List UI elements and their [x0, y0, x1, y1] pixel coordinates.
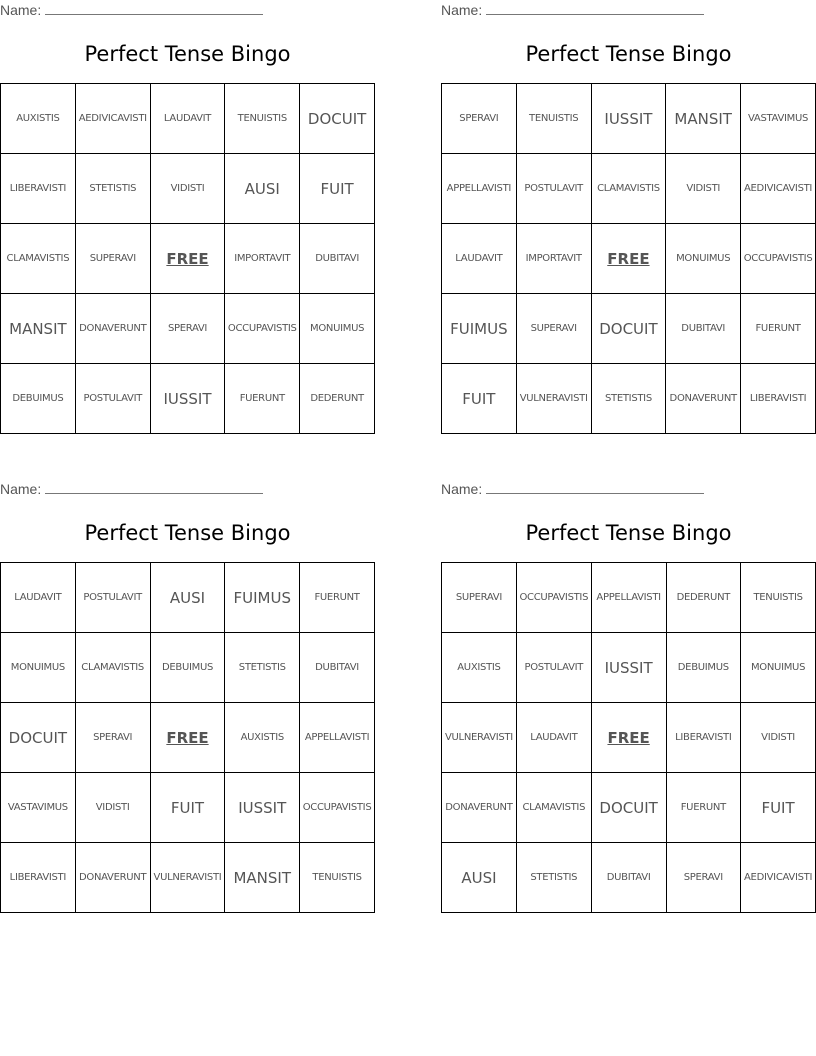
bingo-cell: FUERUNT	[300, 563, 375, 633]
bingo-cell: CLAMAVISTIS	[75, 633, 150, 703]
bingo-cell: MANSIT	[1, 294, 76, 364]
bingo-cell: VASTAVIMUS	[741, 84, 816, 154]
bingo-cell: DONAVERUNT	[75, 294, 150, 364]
bingo-row	[1, 84, 375, 154]
name-field	[441, 2, 704, 18]
name-field	[0, 2, 263, 18]
bingo-cell: STETISTIS	[75, 154, 150, 224]
bingo-cell: FUERUNT	[225, 364, 300, 434]
bingo-cell: OCCUPAVISTIS	[516, 563, 591, 633]
free-space: FREE	[591, 224, 666, 294]
bingo-cell: SUPERAVI	[516, 294, 591, 364]
bingo-cell: DEBUIMUS	[666, 633, 741, 703]
bingo-row	[1, 563, 375, 633]
bingo-cell: CLAMAVISTIS	[516, 773, 591, 843]
name-field	[441, 481, 704, 497]
bingo-cell: DEDERUNT	[300, 364, 375, 434]
bingo-cell: DEDERUNT	[666, 563, 741, 633]
bingo-cell: AEDIVICAVISTI	[741, 843, 816, 913]
bingo-cell: VULNERAVISTI	[442, 703, 517, 773]
bingo-cell: IUSSIT	[591, 84, 666, 154]
bingo-cell: DUBITAVI	[300, 224, 375, 294]
bingo-cell: MONUIMUS	[741, 633, 816, 703]
bingo-cell: TENUISTIS	[516, 84, 591, 154]
bingo-cell: TENUISTIS	[741, 563, 816, 633]
bingo-row	[1, 843, 375, 913]
bingo-cell: DOCUIT	[1, 703, 76, 773]
bingo-cell: LAUDAVIT	[150, 84, 225, 154]
bingo-cell: VIDISTI	[150, 154, 225, 224]
bingo-grid	[441, 562, 816, 913]
bingo-cell: FUIMUS	[442, 294, 517, 364]
bingo-cell: IUSSIT	[150, 364, 225, 434]
bingo-row	[442, 703, 816, 773]
bingo-cell: MANSIT	[666, 84, 741, 154]
bingo-cell: IUSSIT	[591, 633, 666, 703]
card-title: Perfect Tense Bingo	[84, 42, 291, 66]
bingo-cell: DONAVERUNT	[666, 364, 741, 434]
bingo-row	[1, 294, 375, 364]
bingo-grid	[441, 83, 816, 434]
bingo-cell: AEDIVICAVISTI	[75, 84, 150, 154]
bingo-cell: FUERUNT	[741, 294, 816, 364]
bingo-row	[1, 224, 375, 294]
bingo-cell: SUPERAVI	[442, 563, 517, 633]
name-blank-line[interactable]	[486, 481, 704, 494]
bingo-cell: AUSI	[150, 563, 225, 633]
bingo-cell: STETISTIS	[591, 364, 666, 434]
name-field	[0, 481, 263, 497]
bingo-cell: VULNERAVISTI	[150, 843, 225, 913]
bingo-cell: DOCUIT	[591, 294, 666, 364]
bingo-cell: FUIT	[741, 773, 816, 843]
card-title: Perfect Tense Bingo	[84, 521, 291, 545]
bingo-cell: DUBITAVI	[591, 843, 666, 913]
bingo-row	[442, 773, 816, 843]
bingo-cell: FUIMUS	[225, 563, 300, 633]
bingo-cell: VIDISTI	[741, 703, 816, 773]
bingo-cell: TENUISTIS	[225, 84, 300, 154]
bingo-row	[1, 633, 375, 703]
bingo-cell: IMPORTAVIT	[225, 224, 300, 294]
bingo-cell: AUXISTIS	[442, 633, 517, 703]
name-label: Name:	[441, 481, 483, 497]
bingo-cell: OCCUPAVISTIS	[300, 773, 375, 843]
bingo-cell: IMPORTAVIT	[516, 224, 591, 294]
bingo-cell: DUBITAVI	[666, 294, 741, 364]
bingo-cell: FUIT	[442, 364, 517, 434]
bingo-cell: SPERAVI	[442, 84, 517, 154]
bingo-cell: DONAVERUNT	[442, 773, 517, 843]
bingo-cell: LAUDAVIT	[516, 703, 591, 773]
bingo-cell: CLAMAVISTIS	[1, 224, 76, 294]
bingo-cell: SUPERAVI	[75, 224, 150, 294]
bingo-cell: DEBUIMUS	[1, 364, 76, 434]
bingo-cell: CLAMAVISTIS	[591, 154, 666, 224]
bingo-cell: LIBERAVISTI	[1, 843, 76, 913]
free-space: FREE	[150, 703, 225, 773]
bingo-row	[1, 773, 375, 843]
bingo-cell: VULNERAVISTI	[516, 364, 591, 434]
bingo-cell: POSTULAVIT	[516, 154, 591, 224]
card-title: Perfect Tense Bingo	[525, 521, 732, 545]
bingo-cell: TENUISTIS	[300, 843, 375, 913]
bingo-cell: POSTULAVIT	[75, 563, 150, 633]
bingo-row	[1, 154, 375, 224]
bingo-cell: DUBITAVI	[300, 633, 375, 703]
bingo-cell: VASTAVIMUS	[1, 773, 76, 843]
bingo-cell: POSTULAVIT	[516, 633, 591, 703]
bingo-cell: LAUDAVIT	[1, 563, 76, 633]
bingo-cell: IUSSIT	[225, 773, 300, 843]
bingo-grid	[0, 83, 375, 434]
name-label: Name:	[0, 481, 42, 497]
bingo-cell: OCCUPAVISTIS	[741, 224, 816, 294]
bingo-cell: OCCUPAVISTIS	[225, 294, 300, 364]
bingo-cell: SPERAVI	[75, 703, 150, 773]
bingo-cell: STETISTIS	[225, 633, 300, 703]
bingo-row	[442, 633, 816, 703]
name-blank-line[interactable]	[486, 2, 704, 15]
bingo-cell: FUERUNT	[666, 773, 741, 843]
name-label: Name:	[0, 2, 42, 18]
bingo-cell: DOCUIT	[300, 84, 375, 154]
bingo-cell: AUSI	[442, 843, 517, 913]
bingo-row	[442, 84, 816, 154]
bingo-cell: LAUDAVIT	[442, 224, 517, 294]
name-blank-line[interactable]	[45, 481, 263, 494]
name-blank-line[interactable]	[45, 2, 263, 15]
free-space: FREE	[150, 224, 225, 294]
bingo-cell: VIDISTI	[666, 154, 741, 224]
bingo-cell: MONUIMUS	[1, 633, 76, 703]
bingo-cell: APPELLAVISTI	[591, 563, 666, 633]
bingo-cell: AUXISTIS	[225, 703, 300, 773]
bingo-cell: MONUIMUS	[666, 224, 741, 294]
bingo-cell: AEDIVICAVISTI	[741, 154, 816, 224]
free-space: FREE	[591, 703, 666, 773]
name-label: Name:	[441, 2, 483, 18]
card-title: Perfect Tense Bingo	[525, 42, 732, 66]
bingo-row	[1, 364, 375, 434]
bingo-cell: FUIT	[150, 773, 225, 843]
bingo-row	[442, 154, 816, 224]
bingo-row	[442, 364, 816, 434]
bingo-cell: FUIT	[300, 154, 375, 224]
bingo-cell: LIBERAVISTI	[1, 154, 76, 224]
bingo-cell: STETISTIS	[516, 843, 591, 913]
bingo-cell: APPELLAVISTI	[300, 703, 375, 773]
bingo-cell: MONUIMUS	[300, 294, 375, 364]
bingo-cell: LIBERAVISTI	[741, 364, 816, 434]
bingo-row	[442, 563, 816, 633]
bingo-cell: DOCUIT	[591, 773, 666, 843]
bingo-row	[442, 294, 816, 364]
bingo-cell: MANSIT	[225, 843, 300, 913]
bingo-row	[1, 703, 375, 773]
bingo-row	[442, 224, 816, 294]
bingo-cell: POSTULAVIT	[75, 364, 150, 434]
bingo-cell: SPERAVI	[150, 294, 225, 364]
bingo-cell: SPERAVI	[666, 843, 741, 913]
bingo-grid	[0, 562, 375, 913]
bingo-cell: DEBUIMUS	[150, 633, 225, 703]
bingo-cell: LIBERAVISTI	[666, 703, 741, 773]
bingo-cell: DONAVERUNT	[75, 843, 150, 913]
bingo-row	[442, 843, 816, 913]
bingo-cell: AUSI	[225, 154, 300, 224]
bingo-cell: VIDISTI	[75, 773, 150, 843]
bingo-cell: APPELLAVISTI	[442, 154, 517, 224]
bingo-cell: AUXISTIS	[1, 84, 76, 154]
